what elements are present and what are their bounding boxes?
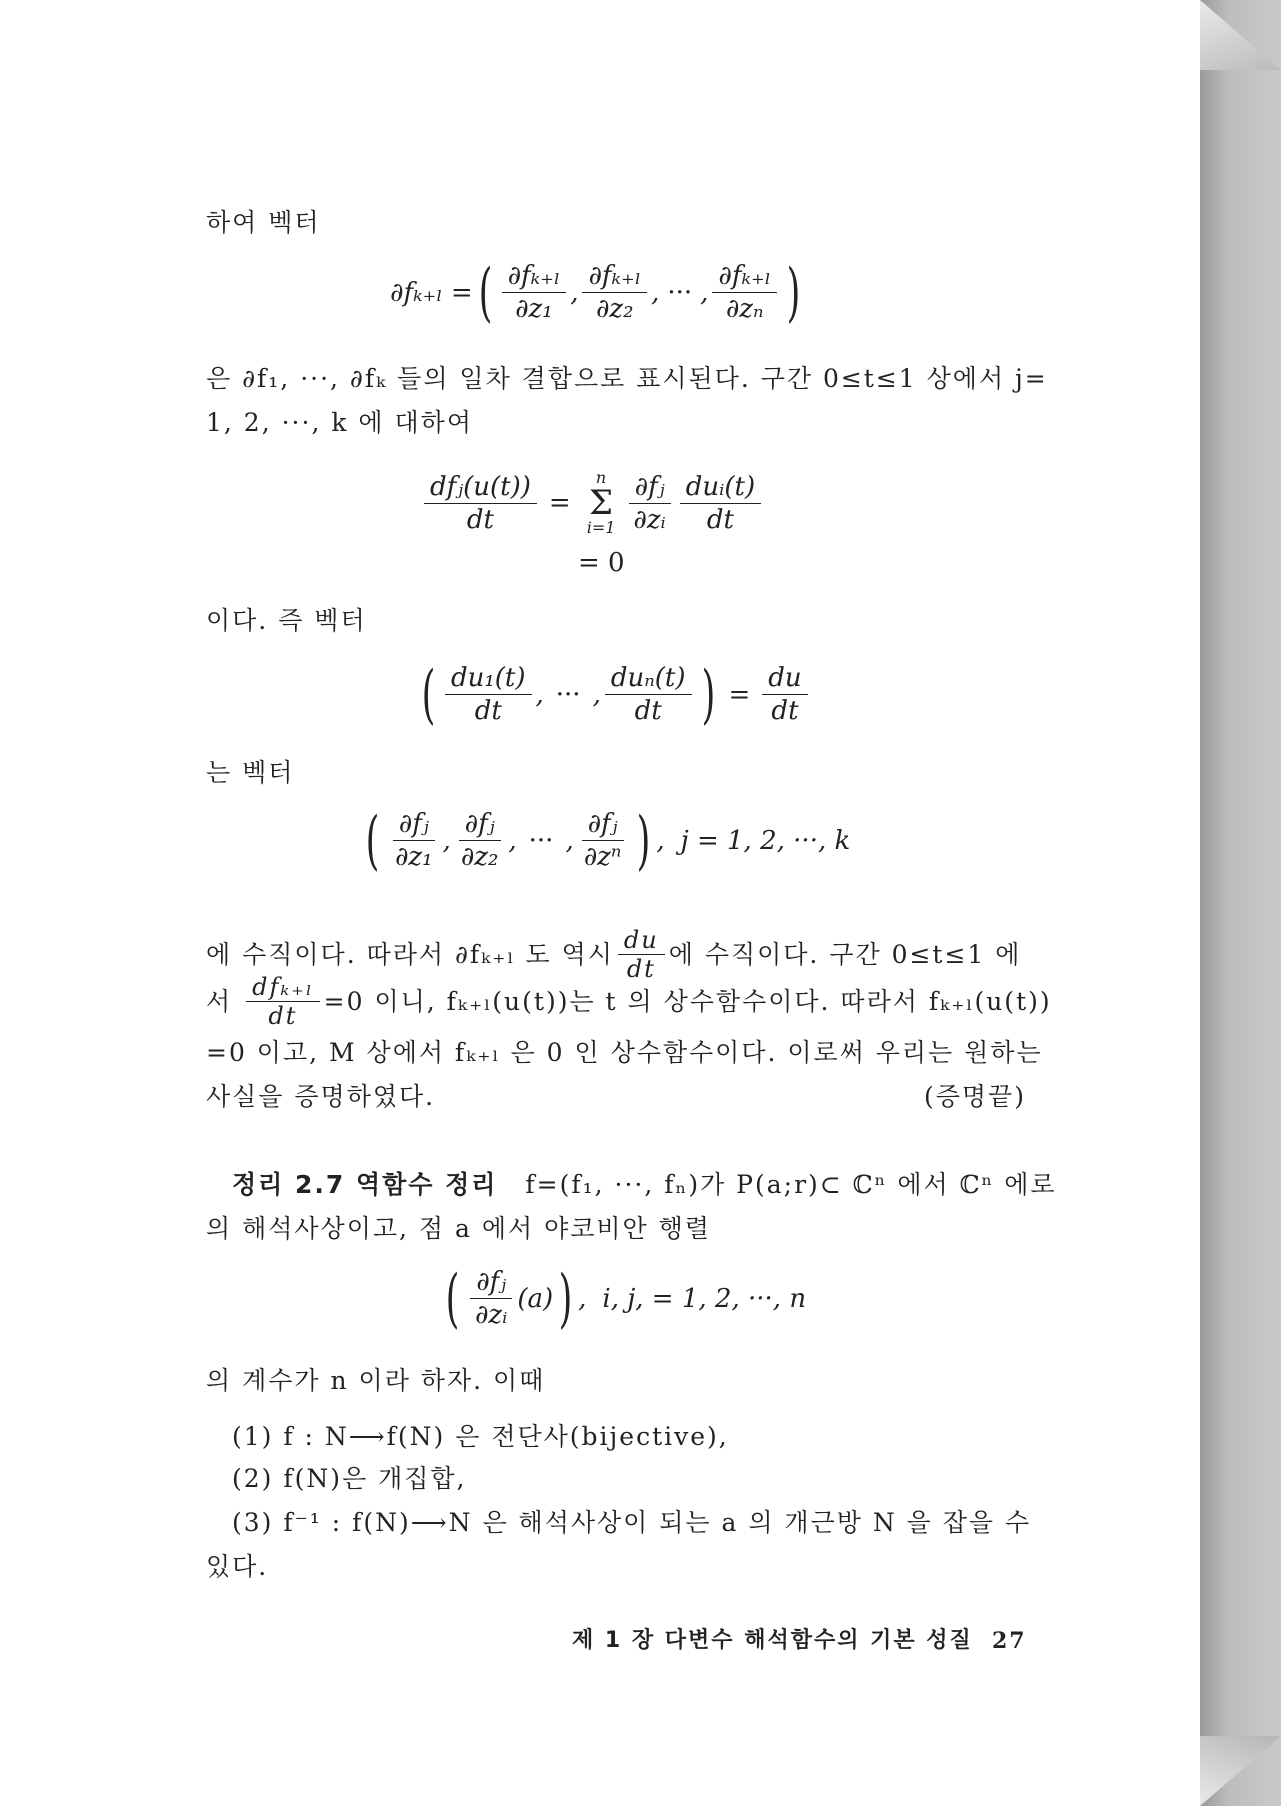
text-line (206, 975, 1052, 1028)
equation-derivative (420, 470, 765, 536)
text-segment: =0 이니, fₖ₊ₗ(u(t))는 t 의 상수함수이다. 따라서 fₖ₊ₗ(u(t)) (323, 986, 1052, 1016)
list-item: (3) f⁻¹ : f(N)⟶N 은 해석사상이 되는 a 의 개근방 N 을 잡을 수 (232, 1508, 1032, 1537)
fraction: $\frac{\text{∂fⱼ}}{\text{∂zⁿ}}$ (578, 810, 628, 871)
page-number: 27 (992, 1628, 1027, 1654)
index-range: j = 1, 2, ···, k (680, 825, 851, 856)
fraction: $\frac{\text{∂fₖ₊ₗ}}{\text{∂zₙ}}$ (712, 262, 777, 323)
summation: n Σ i=1 (586, 468, 616, 537)
text-line: 이다. 즉 벡터 (206, 606, 367, 635)
text-segment: 에 수직이다. 따라서 ∂fₖ₊ₗ 도 역시 (206, 939, 614, 969)
fraction: $\frac{\text{du₁(t)}}{dt}$ (445, 664, 532, 725)
left-paren: ( (365, 803, 380, 878)
equation-velocity: ( $\frac{\text{du₁(t)}}{dt}$ , ··· , $\frac{\text{duₙ(t)}}{dt}$ ) = $\frac{du}{dt}$ (416, 664, 812, 725)
fraction: $\frac{\text{∂fₖ₊ₗ}}{\text{∂z₁}}$ (502, 262, 567, 323)
fraction: $\frac{du}{dt}$ (762, 664, 807, 725)
text-line: 사실을 증명하였다. (206, 1082, 436, 1111)
theorem-line: 의 해석사상이고, 점 a 에서 야코비안 행렬 (206, 1214, 711, 1243)
fraction: $\frac{\text{∂fⱼ}}{\text{∂zᵢ}}$ (627, 473, 671, 534)
fraction: $\frac{\text{dfⱼ(u(t))}}{dt}$ (424, 473, 537, 534)
text-segment: 서 (206, 986, 233, 1016)
index-range: i, j, = 1, 2, ···, n (602, 1283, 807, 1314)
running-footer: 제 1 장 다변수 해석함수의 기본 성질 (572, 1628, 973, 1653)
right-paren: ) (786, 255, 801, 330)
theorem-line: 있다. (206, 1552, 269, 1581)
text-line: 는 벡터 (206, 758, 295, 787)
text-line: 은 ∂f₁, ···, ∂fₖ 들의 일차 결합으로 표시된다. 구간 0≤t≤1 상에서 j= (206, 364, 1048, 393)
right-paren: ) (558, 1261, 573, 1336)
text-line: =0 이고, M 상에서 fₖ₊ₗ 은 0 인 상수함수이다. 이로써 우리는 원하는 (206, 1038, 1043, 1067)
text-line (206, 928, 1021, 981)
equals-sign: = (548, 488, 571, 518)
text-line: 1, 2, ···, k 에 대하여 (206, 408, 473, 437)
theorem-line: 의 계수가 n 이라 하자. 이때 (206, 1366, 546, 1395)
list-item: (1) f : N⟶f(N) 은 전단사(bijective), (232, 1422, 729, 1451)
fraction: $\frac{\text{∂fⱼ}}{\text{∂zᵢ}}$ (469, 1268, 513, 1329)
fraction: $\frac{\text{∂fⱼ}}{\text{∂z₂}}$ (455, 810, 505, 871)
equals-sign: = (728, 679, 751, 710)
book-edge (1200, 0, 1281, 1806)
eq-point: (a) (517, 1283, 554, 1314)
left-paren: ( (478, 255, 492, 330)
fraction: $\frac{\text{duᵢ(t)}}{dt}$ (680, 473, 761, 534)
equation-jacobian: ( $\frac{\text{∂fⱼ}}{\text{∂zᵢ}}$ (a) ) , i, j, = 1, 2, ···, n (445, 1261, 807, 1336)
text-line: 하여 벡터 (206, 208, 321, 237)
left-paren: ( (445, 1261, 460, 1336)
ellipsis: ··· (528, 825, 554, 856)
left-paren: ( (421, 657, 436, 732)
inline-fraction: $\frac{du}{dt}$ (618, 928, 665, 981)
text-segment: 에 수직이다. 구간 0≤t≤1 에 (668, 939, 1022, 969)
list-item: (2) f(N)은 개집합, (232, 1464, 467, 1493)
inline-fraction: $\frac{\text{dfₖ₊ₗ}}{dt}$ (246, 975, 320, 1028)
fraction: $\frac{\text{∂fₖ₊ₗ}}{\text{∂z₂}}$ (582, 262, 647, 323)
theorem-title: 정리 2.7 역함수 정리 (232, 1170, 498, 1199)
right-paren: ) (637, 803, 651, 878)
fraction: $\frac{\text{∂fⱼ}}{\text{∂z₁}}$ (389, 810, 439, 871)
eq-lhs: ∂fₖ₊ₗ = (390, 277, 473, 308)
equation-gradient-vector: ( $\frac{\text{∂fⱼ}}{\text{∂z₁}}$ , $\frac{\text{∂fⱼ}}{\text{∂z₂}}$ , ··· , $\frac{\text{∂fⱼ}}{\text{∂zⁿ}}$ ) , j = 1, 2, ···, k (365, 803, 851, 878)
fraction: $\frac{\text{duₙ(t)}}{dt}$ (605, 664, 692, 725)
theorem-statement: f=(f₁, ···, fₙ)가 P(a;r)⊂ ℂⁿ 에서 ℂⁿ 에로 (525, 1170, 1057, 1199)
theorem-line (232, 1168, 1057, 1202)
ellipsis: ··· (555, 679, 581, 710)
ellipsis: ··· (667, 277, 693, 308)
equation-gradient: ∂fₖ₊ₗ = ( $\frac{\text{∂fₖ₊ₗ}}{\text{∂z₁}}$ , $\frac{\text{∂fₖ₊ₗ}}{\text{∂z₂}}$ , ··· , $\frac{\text{∂fₖ₊ₗ}}{\text{∂zₙ}}$ ) (390, 255, 801, 330)
qed-mark: (증명끝) (924, 1082, 1026, 1111)
right-paren: ) (701, 657, 715, 732)
equation-line: = 0 (578, 548, 625, 578)
